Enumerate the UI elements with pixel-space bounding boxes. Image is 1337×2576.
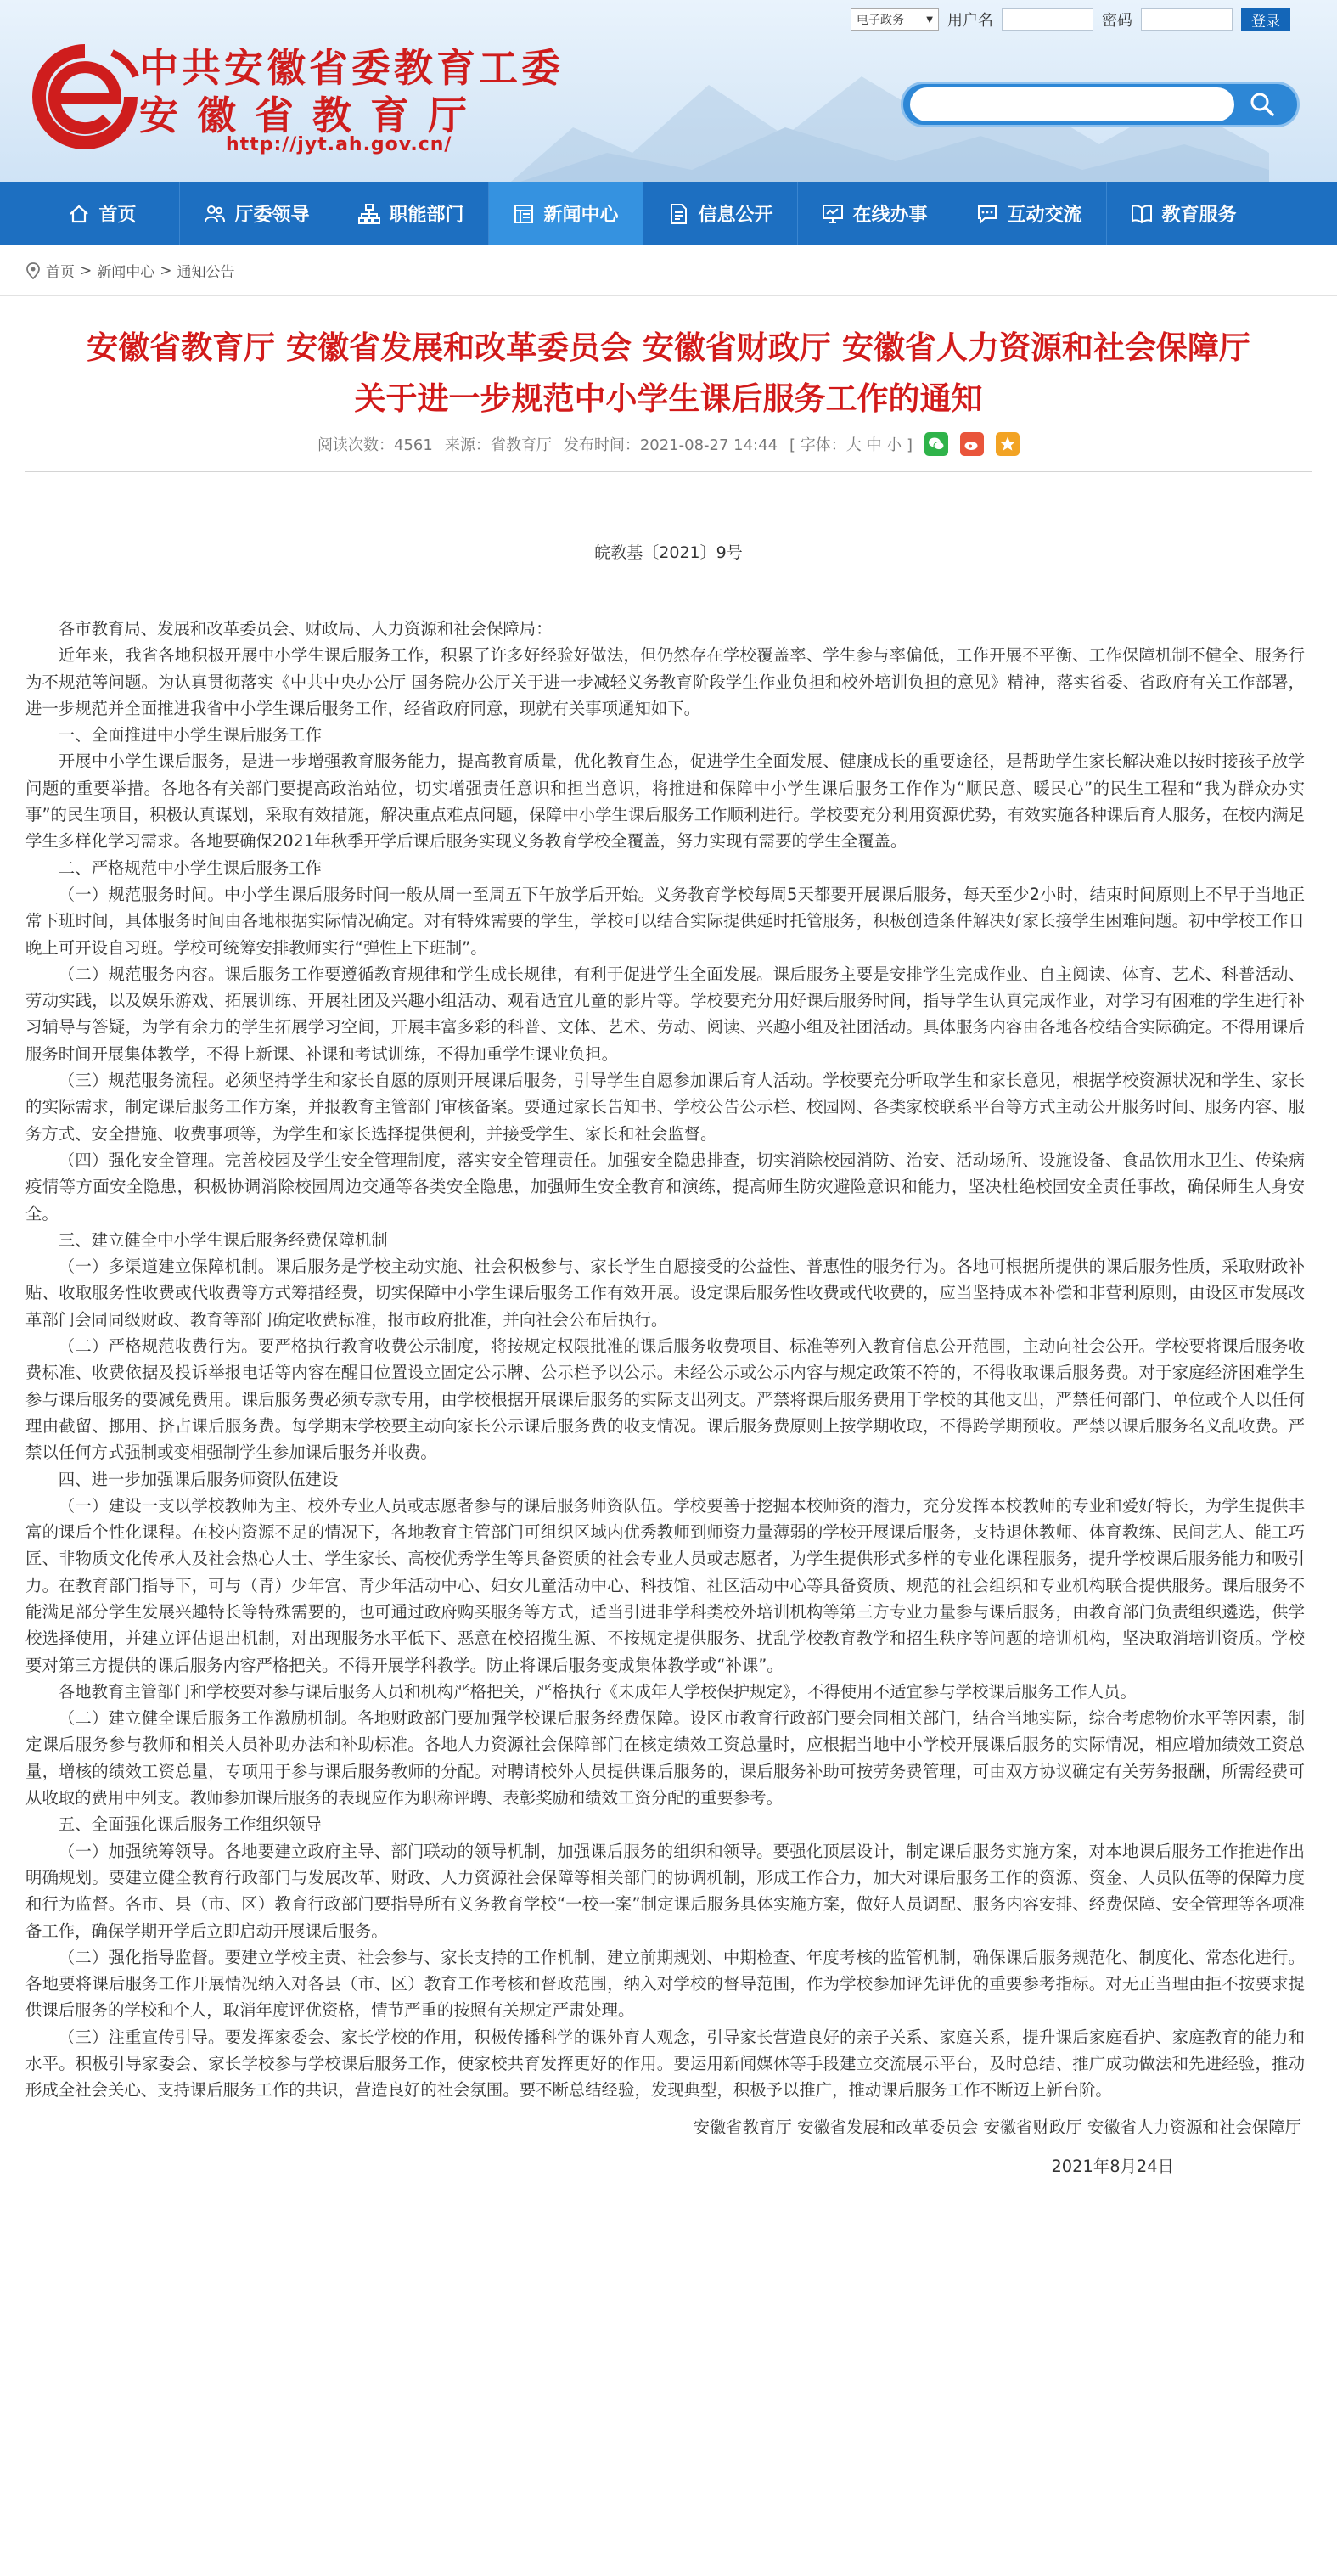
password-label: 密码 <box>1102 12 1132 30</box>
main-nav <box>0 182 1337 245</box>
people-icon <box>204 203 226 225</box>
paragraph: （三）注重宣传引导。要发挥家委会、家长学校的作用，积极传播科学的课外育人观念，引导家长营造良好的亲子关系、家庭关系，提升课后家庭看护、家庭教育的能力和水平。积极引导家委会、家长学校参与学校课后服务工作，使家校共育发挥更好的作用。要运用新闻媒体等手段建立交流展示平台，及时总结、推广成功做法和先进经验，推动形成全社会关心、支持课后服务工作的共识，营造良好的社会氛围。要不断总结经验，发现典型，积极予以推广，推动课后服务工作不断迈上新台阶。 <box>25 2027 1305 2101</box>
favorite-star-icon[interactable] <box>996 432 1020 456</box>
paragraph: （二）严格规范收费行为。要严格执行教育收费公示制度，将按规定权限批准的课后服务收费项目、标准等列入教育信息公开范围，主动向社会公开。学校要将课后服务收费标准、收费依据及投诉举报电话等内容在醒目位置设立固定公示牌、公示栏予以公示。未经公示或公示内容与规定政策不符的，不得收取课后服务费。对于家庭经济困难学生参与课后服务的要减免费用。课后服务费必须专款专用，由学校根据开展课后服务的实际支出列支。严禁将课后服务费用于学校的其他支出，严禁任何部门、单位或个人以任何理由截留、挪用、挤占课后服务费。每学期末学校要主动向家长公示课后服务费的收支情况。课后服务费原则上按学期收取，不得跨学期预收。严禁以课后服务名义乱收费。严禁以任何方式强制或变相强制学生参加课后服务并收费。 <box>25 1336 1305 1463</box>
nav-label: 职能部门 <box>389 205 464 226</box>
nav-item-news[interactable] <box>489 182 643 245</box>
paragraph: （三）规范服务流程。必须坚持学生和家长自愿的原则开展课后服务，引导学生自愿参加课后育人活动。学校要充分听取学生和家长意见，根据学校资源状况和学生、家长的实际需求，制定课后服务工作方案，并报教育主管部门审核备案。要通过家长告知书、学校公告公示栏、校园网、各类家校联系平台等方式主动公开服务时间、服务内容、服务方式、安全措施、收费事项等，为学生和家长选择提供便利，并接受学生、家长和社会监督。 <box>25 1071 1305 1144</box>
paragraph: 二、严格规范中小学生课后服务工作 <box>58 858 323 878</box>
paragraph: （一）建设一支以学校教师为主、校外专业人员或志愿者参与的课后服务师资队伍。学校要善于挖掘本校师资的潜力，充分发挥本校教师的专业和爱好特长，为学生提供丰富的课后个性化课程。在校内资源不足的情况下，各地教育主管部门可组织区域内优秀教师到师资力量薄弱的学校开展课后服务，支持退休教师、体育教练、民间艺人、能工巧匠、非物质文化传承人及社会热心人士、学生家长、高校优秀学生等具备资质的社会专业人员或志愿者，为学生提供形式多样的专业化课程服务，提升学校课后服务能力和吸引力。在教育部门指导下，可与（青）少年宫、青少年活动中心、妇女儿童活动中心、科技馆、社区活动中心等具备资质、规范的社会组织和专业机构联合提供服务。课后服务不能满足部分学生发展兴趣特长等特殊需要的，也可通过政府购买服务等方式，适当引进非学科类校外培训机构等第三方专业力量参与课后服务，由教育部门负责组织遴选，供学校选择使用，并建立评估退出机制，对出现服务水平低下、恶意在校招揽生源、不按规定提供服务、扰乱学校教育教学和招生秩序等问题的培训机构，坚决取消培训资质。学校要对第三方提供的课后服务内容严格把关。不得开展学科教学。防止将课后服务变成集体教学或“补课”。 <box>25 1495 1305 1675</box>
book-icon <box>1131 203 1153 225</box>
site-url[interactable]: http://jyt.ah.gov.cn/ <box>226 134 452 155</box>
nav-item-leaders[interactable] <box>180 182 334 245</box>
article-source: 来源：省教育厅 <box>444 436 552 454</box>
weibo-share-icon[interactable] <box>960 432 984 456</box>
view-count: 阅读次数：4561 <box>317 436 433 454</box>
article-body <box>0 616 1337 2104</box>
login-bar <box>851 8 1290 31</box>
nav-item-disclosure[interactable] <box>643 182 798 245</box>
login-button[interactable]: 登录 <box>1241 8 1290 31</box>
search-box <box>901 82 1300 127</box>
paragraph: 各市教育局、发展和改革委员会、财政局、人力资源和社会保障局： <box>58 619 553 638</box>
nav-label: 互动交流 <box>1007 205 1082 226</box>
breadcrumb-home[interactable]: 首页 <box>46 264 75 281</box>
font-size-switch[interactable]: [ 字体：大 中 小 ] <box>789 436 913 454</box>
site-header <box>0 0 1337 182</box>
paragraph: （一）规范服务时间。中小学生课后服务时间一般从周一至周五下午放学后开始。义务教育学校每周5天都要开展课后服务，每天至少2小时，结束时间原则上不早于当地正常下班时间，具体服务时间由各地根据实际情况确定。对有特殊需要的学生，学校可以结合实际提供延时托管服务，积极创造条件解决好家长接学生困难问题。初中学校工作日晚上可开设自习班。学校可统筹安排教师实行“弹性上下班制”。 <box>25 884 1305 958</box>
publish-time: 发布时间：2021-08-27 14:44 <box>563 436 778 454</box>
nav-item-departments[interactable] <box>334 182 489 245</box>
paragraph: （四）强化安全管理。完善校园及学生安全管理制度，落实安全管理责任。加强安全隐患排查，切实消除校园消防、治安、活动场所、设施设备、食品饮用水卫生、传染病疫情等方面安全隐患，积极协调消除校园周边交通等各类安全隐患，加强师生安全教育和演练，提高师生防灾避险意识和能力，坚决杜绝校园安全责任事故，确保师生人身安全。 <box>25 1150 1305 1223</box>
breadcrumb <box>0 245 1337 296</box>
system-select[interactable] <box>851 8 939 31</box>
system-select-value: 电子政务 <box>857 14 904 27</box>
nav-item-interaction[interactable] <box>952 182 1107 245</box>
search-input[interactable] <box>910 87 1234 121</box>
nav-label: 信息公开 <box>698 205 773 226</box>
username-input[interactable] <box>1002 8 1093 31</box>
org-chart-icon <box>358 203 380 225</box>
paragraph: 开展中小学生课后服务，是进一步增强教育服务能力，提高教育质量，优化教育生态，促进学生全面发展、健康成长的重要途径，是帮助学生家长解决难以按时接孩子放学问题的重要举措。各地各有关部门要提高政治站位，切实增强责任意识和担当意识，将推进和保障中小学生课后服务工作作为“顺民意、暖民心”的民生工程和“我为群众办实事”的民生项目，积极认真谋划，采取有效措施，解决重点难点问题，保障中小学生课后服务工作顺利进行。学校要充分利用资源优势，有效实施各种课后育人服务，在校内满足学生多样化学习需求。各地要确保2021年秋季开学后课后服务实现义务教育学校全覆盖，努力实现有需要的学生全覆盖。 <box>25 751 1305 852</box>
nav-label: 教育服务 <box>1161 205 1237 226</box>
nav-item-online-service[interactable] <box>798 182 952 245</box>
document-icon <box>667 203 689 225</box>
monitor-icon <box>822 203 844 225</box>
wechat-share-icon[interactable] <box>924 432 948 456</box>
paragraph: 近年来，我省各地积极开展中小学生课后服务工作，积累了许多好经验好做法，但仍然存在学校覆盖率、学生参与率偏低，工作开展不平衡、工作保障机制不健全、服务行为不规范等问题。为认真贯彻落实《中共中央办公厅 国务院办公厅关于进一步减轻义务教育阶段学生作业负担和校外培训负担的意见》精神，落实省委、省政府有关工作部署，进一步规范并全面推进我省中小学生课后服务工作，经省政府同意，现就有关事项通知如下。 <box>25 645 1305 718</box>
paragraph: 三、建立健全中小学生课后服务经费保障机制 <box>58 1229 388 1250</box>
nav-item-education-service[interactable] <box>1107 182 1261 245</box>
paragraph: （一）加强统筹领导。各地要建立政府主导、部门联动的领导机制，加强课后服务的组织和领导。要强化顶层设计，制定课后服务实施方案，对本地课后服务工作推进作出明确规划。要建立健全教育行政部门与发展改革、财政、人力资源社会保障等相关部门的协调机制，形成工作合力，加大对课后服务工作的资源、资金、人员队伍等的保障力度和行为监督。各市、县（市、区）教育行政部门要指导所有义务教育学校“一校一案”制定课后服务具体实施方案，做好人员调配、服务内容安排、经费保障、安全管理等各项准备工作，确保学期开学后立即启动开展课后服务。 <box>25 1841 1305 1941</box>
chevron-down-icon: ▼ <box>926 14 933 25</box>
title-divider <box>25 471 1312 472</box>
nav-label: 首页 <box>98 205 137 226</box>
paragraph: 一、全面推进中小学生课后服务工作 <box>58 725 323 745</box>
location-pin-icon <box>25 262 41 279</box>
paragraph: 五、全面强化课后服务工作组织领导 <box>58 1814 323 1835</box>
document-number: 皖教基〔2021〕9号 <box>594 543 743 562</box>
org-name-line1: 中共安徽省委教育工委 <box>139 45 564 91</box>
chat-icon <box>976 203 998 225</box>
username-label: 用户名 <box>947 12 993 30</box>
nav-label: 厅委领导 <box>234 205 310 226</box>
article-title-line2: 关于进一步规范中小学生课后服务工作的通知 <box>354 380 983 417</box>
paragraph: （二）强化指导监督。要建立学校主责、社会参与、家长支持的工作机制，建立前期规划、中期检查、年度考核的监管机制，确保课后服务规范化、制度化、常态化进行。各地要将课后服务工作开展情况纳入对各县（市、区）教育工作考核和督政范围，纳入对学校的督导范围，作为学校参加评先评优的重要参考指标。对无正当理由拒不按要求提供课后服务的学校和个人，取消年度评优资格，情节严重的按照有关规定严肃处理。 <box>25 1947 1305 2021</box>
paragraph: 四、进一步加强课后服务师资队伍建设 <box>58 1469 339 1489</box>
breadcrumb-notices[interactable]: 通知公告 <box>177 264 235 281</box>
signature: 安徽省教育厅 安徽省发展和改革委员会 安徽省财政厅 安徽省人力资源和社会保障厅 <box>693 2117 1301 2137</box>
article-meta <box>0 432 1337 456</box>
home-icon <box>68 203 90 225</box>
document-date: 2021年8月24日 <box>1051 2156 1174 2176</box>
logo-e-icon <box>31 42 139 151</box>
breadcrumb-news[interactable]: 新闻中心 <box>97 264 155 281</box>
paragraph: （二）建立健全课后服务工作激励机制。各地财政部门要加强学校课后服务经费保障。设区市教育行政部门要会同相关部门，结合当地实际，综合考虑物价水平等因素，制定课后服务参与教师和相关人员补助办法和补助标准。各地人力资源社会保障部门在核定绩效工资总量时，应根据当地中小学校开展课后服务的实际情况，相应增加绩效工资总量，增核的绩效工资总量，专项用于参与课后服务教师的分配。对聘请校外人员提供课后服务的，课后服务补助可按劳务费管理，可由双方协议确定有关劳务报酬，所需经费可从收取的费用中列支。教师参加课后服务的表现应作为职称评聘、表彰奖励和绩效工资分配的重要参考。 <box>25 1708 1305 1808</box>
nav-label: 新闻中心 <box>543 205 619 226</box>
breadcrumb-separator: > <box>160 262 172 279</box>
article-title <box>0 322 1337 424</box>
paragraph: 各地教育主管部门和学校要对参与课后服务人员和机构严格把关，严格执行《未成年人学校保护规定》，不得使用不适宜参与学校课后服务工作人员。 <box>58 1681 1137 1701</box>
password-input[interactable] <box>1141 8 1233 31</box>
paragraph: （二）规范服务内容。课后服务工作要遵循教育规律和学生成长规律，有利于促进学生全面发展。课后服务主要是安排学生完成作业、自主阅读、体育、艺术、科普活动、劳动实践，以及娱乐游戏、拓展训练、开展社团及兴趣小组活动、观看适宜儿童的影片等。学校要充分用好课后服务时间，指导学生认真完成作业，对学习有困难的学生进行补习辅导与答疑，为学有余力的学生拓展学习空间，开展丰富多彩的科普、文体、艺术、劳动、阅读、兴趣小组及社团活动。具体服务内容由各地各校结合实际确定。不得用课后服务时间开展集体教学，不得上新课、补课和考试训练，不得加重学生课业负担。 <box>25 964 1305 1064</box>
org-name-line2: 安徽省教育厅 <box>139 93 486 138</box>
site-logo[interactable] <box>31 34 564 161</box>
article-title-line1: 安徽省教育厅 安徽省发展和改革委员会 安徽省财政厅 安徽省人力资源和社会保障厅 <box>87 329 1250 366</box>
breadcrumb-separator: > <box>80 262 93 279</box>
nav-label: 在线办事 <box>852 205 928 226</box>
news-icon <box>513 203 535 225</box>
search-icon[interactable] <box>1234 85 1290 124</box>
paragraph: （一）多渠道建立保障机制。课后服务是学校主动实施、社会积极参与、家长学生自愿接受的公益性、普惠性的服务行为。各地可根据所提供的课后服务性质，采取财政补贴、收取服务性收费或代收费等方式筹措经费，切实保障中小学生课后服务工作有效开展。设定课后服务性收费或代收费的，应当坚持成本补偿和非营利原则，由设区市发展改革部门会同同级财政、教育等部门确定收费标准，报市政府批准，并向社会公布后执行。 <box>25 1257 1305 1330</box>
nav-item-home[interactable] <box>25 182 180 245</box>
